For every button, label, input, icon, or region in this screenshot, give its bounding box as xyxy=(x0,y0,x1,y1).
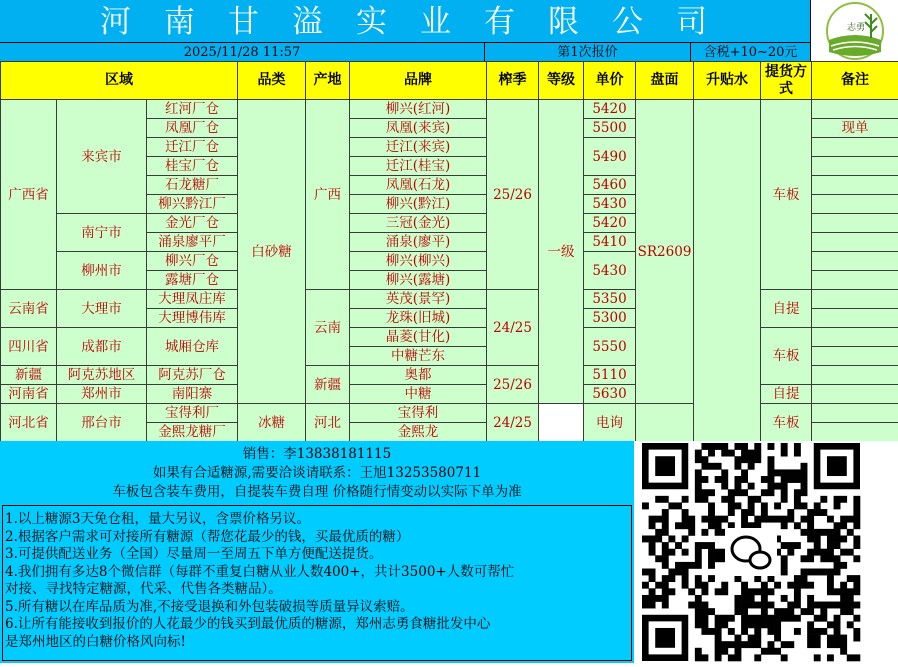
brand-cell: 涌泉(廖平) xyxy=(350,233,487,252)
note-line: 对接、寻找特定糖源，代采、代售各类糖品）。 xyxy=(5,581,631,599)
note-cell xyxy=(812,233,898,252)
note-cell xyxy=(812,290,898,309)
brand-cell: 柳兴(红河) xyxy=(350,100,487,119)
warehouse-cell: 柳兴厂仓 xyxy=(147,252,238,271)
province-cell: 新疆 xyxy=(1,366,57,385)
category-cell: 冰糖 xyxy=(238,404,306,442)
spread-cell xyxy=(694,100,761,442)
company-title: 河南甘溢实业有限公司 xyxy=(0,0,810,42)
note-line: 5.所有糖以在库品质为准,不接受退换和外包装破损等质量异议索赔。 xyxy=(5,599,631,617)
sales-contact: 销售：李13838181115 xyxy=(0,445,634,464)
price-cell: 5630 xyxy=(584,385,636,404)
origin-cell: 广西 xyxy=(306,100,350,290)
price-cell: 电询 xyxy=(584,404,636,442)
note-cell xyxy=(812,404,898,423)
col-season: 榨季 xyxy=(487,62,539,100)
price-cell: 5300 xyxy=(584,309,636,328)
brand-cell: 中糖 xyxy=(350,385,487,404)
origin-cell: 河北 xyxy=(306,404,350,442)
notes-block xyxy=(2,505,632,661)
brand-cell: 奥都 xyxy=(350,366,487,385)
qr-code-icon xyxy=(634,441,898,663)
price-cell: 5490 xyxy=(584,138,636,176)
brand-cell: 凤凰(来宾) xyxy=(350,119,487,138)
col-region: 区域 xyxy=(1,62,238,100)
price-cell: 5460 xyxy=(584,176,636,195)
season-cell: 25/26 xyxy=(487,100,539,290)
warehouse-cell: 大理凤庄库 xyxy=(147,290,238,309)
quote-round: 第1次报价 xyxy=(484,42,690,62)
table-row xyxy=(1,290,898,309)
note-cell xyxy=(812,138,898,157)
note-cell xyxy=(812,157,898,176)
note-cell xyxy=(812,195,898,214)
table-row xyxy=(1,100,898,119)
delivery-cell: 车板 xyxy=(761,328,812,385)
price-cell: 5420 xyxy=(584,100,636,119)
wechat-qr-code xyxy=(634,441,898,663)
province-cell: 河北省 xyxy=(1,404,57,442)
brand-cell: 柳兴(柳兴) xyxy=(350,252,487,271)
brand-cell: 柳兴(黔江) xyxy=(350,195,487,214)
table-row xyxy=(1,404,898,423)
province-cell: 四川省 xyxy=(1,328,57,366)
warehouse-cell: 城厢仓库 xyxy=(147,328,238,366)
sourcing-contact: 如果有合适糖源,需要洽谈请联系：王旭13253580711 xyxy=(0,464,634,483)
warehouse-cell: 桂宝厂仓 xyxy=(147,157,238,176)
note-cell xyxy=(812,100,898,119)
note-cell xyxy=(812,252,898,271)
note-cell xyxy=(812,347,898,366)
table-row xyxy=(1,328,898,347)
report-datetime: 2025/11/28 11:57 xyxy=(0,42,484,62)
price-table xyxy=(0,61,898,442)
warehouse-cell: 宝得利厂 xyxy=(147,404,238,423)
note-line: 3.可提供配送业务（全国）尽量周一至周五下单方便配送提货。 xyxy=(5,546,631,564)
note-line: 是郑州地区的白糖价格风向标! xyxy=(5,634,631,652)
city-cell: 柳州市 xyxy=(57,252,147,290)
note-line: 4.我们拥有多达8个微信群（每群不重复白糖从业人数400+，共计3500+人数可帮忙 xyxy=(5,564,631,582)
note-cell xyxy=(812,271,898,290)
note-cell xyxy=(812,385,898,404)
col-board: 盘面 xyxy=(636,62,694,100)
season-cell: 24/25 xyxy=(487,290,539,366)
price-cell: 5430 xyxy=(584,195,636,214)
warehouse-cell: 迁江厂仓 xyxy=(147,138,238,157)
brand-cell: 迁江(桂宝) xyxy=(350,157,487,176)
brand-cell: 金熙龙 xyxy=(350,423,487,442)
note-cell xyxy=(812,366,898,385)
footer-info xyxy=(0,441,634,663)
warehouse-cell: 大理博伟库 xyxy=(147,309,238,328)
board-cell xyxy=(636,404,694,442)
company-logo xyxy=(810,0,898,62)
col-brand: 品牌 xyxy=(350,62,487,100)
note-line: 1.以上糖源3天免仓租，量大另议，含票价格另议。 xyxy=(5,511,631,529)
price-cell: 5550 xyxy=(584,328,636,366)
table-row xyxy=(1,385,898,404)
board-cell: SR2609 xyxy=(636,100,694,404)
warehouse-cell: 凤凰厂仓 xyxy=(147,119,238,138)
brand-cell: 柳兴(露塘) xyxy=(350,271,487,290)
brand-cell: 凤凰(石龙) xyxy=(350,176,487,195)
city-cell: 南宁市 xyxy=(57,214,147,252)
province-cell: 河南省 xyxy=(1,385,57,404)
city-cell: 大理市 xyxy=(57,290,147,328)
season-cell: 24/25 xyxy=(487,404,539,442)
tax-note: 含税+10~20元 xyxy=(690,42,810,62)
note-cell xyxy=(812,423,898,442)
warehouse-cell: 金光厂仓 xyxy=(147,214,238,233)
city-cell: 成都市 xyxy=(57,328,147,366)
col-note: 备注 xyxy=(812,62,898,100)
note-cell xyxy=(812,328,898,347)
note-line: 2.根据客户需求可对接所有糖源（帮您花最少的钱，买最优质的糖） xyxy=(5,529,631,547)
brand-cell: 晶菱(甘化) xyxy=(350,328,487,347)
province-cell: 云南省 xyxy=(1,290,57,328)
col-category: 品类 xyxy=(238,62,306,100)
origin-cell: 云南 xyxy=(306,290,350,366)
wheat-field-logo-icon xyxy=(811,0,898,62)
note-cell xyxy=(812,214,898,233)
logo-text: 志勇 xyxy=(847,21,865,33)
delivery-cell: 车板 xyxy=(761,100,812,290)
origin-cell: 新疆 xyxy=(306,366,350,404)
warehouse-cell: 阿克苏厂仓 xyxy=(147,366,238,385)
grade-cell xyxy=(539,404,584,442)
city-cell: 邢台市 xyxy=(57,404,147,442)
warehouse-cell: 露塘厂仓 xyxy=(147,271,238,290)
brand-cell: 宝得利 xyxy=(350,404,487,423)
warehouse-cell: 南阳寨 xyxy=(147,385,238,404)
price-cell: 5110 xyxy=(584,366,636,385)
delivery-cell: 自提 xyxy=(761,385,812,404)
warehouse-cell: 金熙龙糖厂 xyxy=(147,423,238,442)
brand-cell: 迁江(来宾) xyxy=(350,138,487,157)
brand-cell: 三冠(金光) xyxy=(350,214,487,233)
price-cell: 5430 xyxy=(584,252,636,290)
city-cell: 郑州市 xyxy=(57,385,147,404)
note-cell xyxy=(812,176,898,195)
brand-cell: 中糖芒东 xyxy=(350,347,487,366)
note-cell: 现单 xyxy=(812,119,898,138)
table-header-row xyxy=(1,62,898,100)
col-origin: 产地 xyxy=(306,62,350,100)
warehouse-cell: 涌泉廖平厂 xyxy=(147,233,238,252)
warehouse-cell: 柳兴黔江厂 xyxy=(147,195,238,214)
price-cell: 5500 xyxy=(584,119,636,138)
price-cell: 5420 xyxy=(584,214,636,233)
col-grade: 等级 xyxy=(539,62,584,100)
note-line: 6.让所有能接收到报价的人花最少的钱买到最优质的糖源，郑州志勇食糖批发中心 xyxy=(5,616,631,634)
col-price: 单价 xyxy=(584,62,636,100)
delivery-cell: 车板 xyxy=(761,404,812,442)
delivery-cell: 自提 xyxy=(761,290,812,328)
brand-cell: 龙珠(旧城) xyxy=(350,309,487,328)
warehouse-cell: 红河厂仓 xyxy=(147,100,238,119)
col-spread: 升贴水 xyxy=(694,62,761,100)
note-cell xyxy=(812,309,898,328)
city-cell: 来宾市 xyxy=(57,100,147,214)
season-cell: 25/26 xyxy=(487,366,539,404)
contact-block xyxy=(0,441,634,505)
col-delivery: 提货方式 xyxy=(761,62,812,100)
category-cell: 白砂糖 xyxy=(238,100,306,404)
delivery-terms: 车板包含装车费用，自提装车费自理 价格随行情变动以实际下单为准 xyxy=(0,483,634,502)
city-cell: 阿克苏地区 xyxy=(57,366,147,385)
brand-cell: 英茂(景罕) xyxy=(350,290,487,309)
province-cell: 广西省 xyxy=(1,100,57,290)
grade-cell: 一级 xyxy=(539,100,584,404)
price-cell: 5350 xyxy=(584,290,636,309)
price-cell: 5410 xyxy=(584,233,636,252)
warehouse-cell: 石龙糖厂 xyxy=(147,176,238,195)
